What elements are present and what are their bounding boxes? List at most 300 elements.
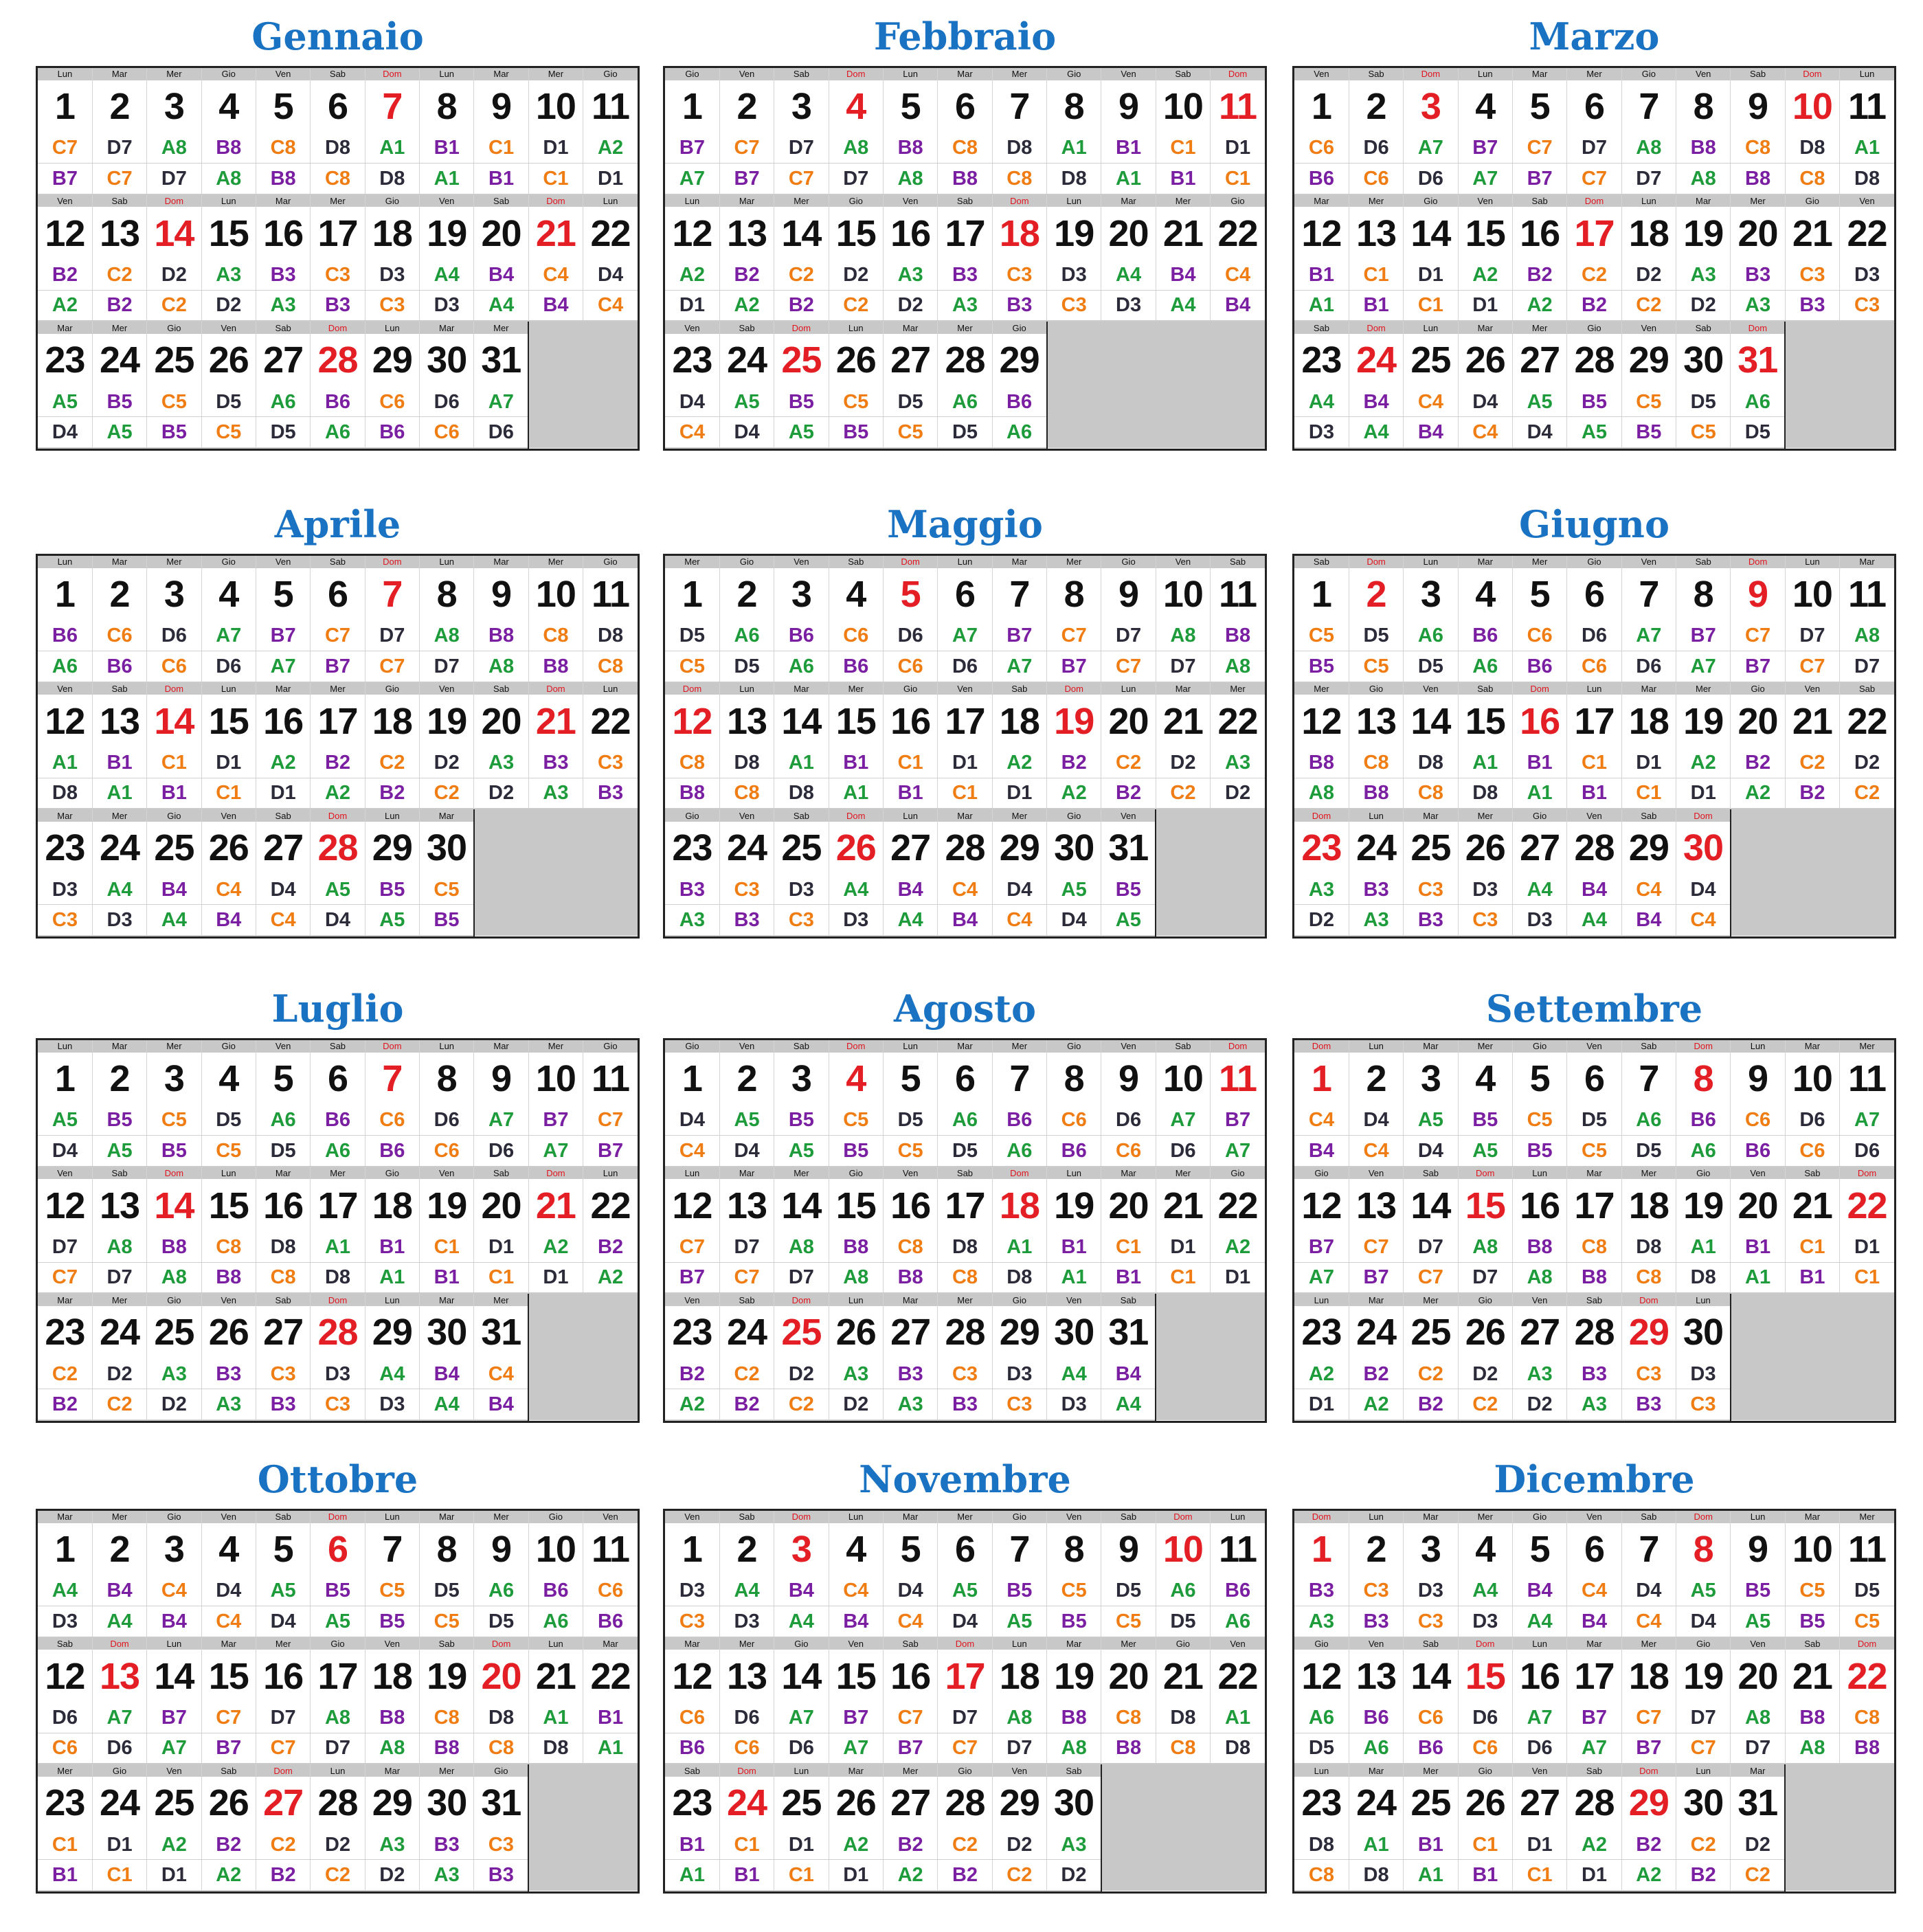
shift-code-1: B1	[1101, 133, 1156, 163]
shift-code-2: B6	[92, 651, 146, 682]
day-number: 8	[1676, 1053, 1731, 1105]
shift-code-1: A2	[665, 260, 719, 290]
day-number: 31	[1738, 339, 1778, 381]
weekday-label: Ven	[1621, 321, 1676, 334]
shift-code-1: A2	[583, 133, 638, 163]
week-row-dn	[665, 321, 1265, 334]
shift-code-1: D4	[583, 260, 638, 290]
shift-code-1: C2	[719, 1359, 774, 1389]
day-number: 28	[311, 1777, 365, 1830]
weekday-label: Mar	[92, 1040, 146, 1053]
shift-code-1: D3	[1676, 1359, 1731, 1389]
day-number: 4	[1458, 568, 1512, 621]
day-number: 23	[665, 1306, 719, 1359]
shift-code-1: D1	[1156, 1232, 1210, 1262]
shift-code-1: A4	[1458, 1575, 1512, 1606]
day-number: 14	[1404, 1650, 1458, 1703]
shift-code-1: C2	[1567, 260, 1621, 290]
shift-code-1: A8	[1458, 1232, 1512, 1262]
day-number: 21	[1156, 695, 1210, 748]
shift-code-1: B2	[311, 748, 365, 778]
shift-code-2: C8	[1294, 1860, 1349, 1891]
shift-code-2: D6	[201, 651, 256, 682]
shift-code-2: B1	[883, 778, 937, 809]
weekday-label: Sab	[1567, 1293, 1621, 1306]
day-number: 29	[1621, 1777, 1676, 1830]
weekday-label: Mar	[474, 1040, 528, 1053]
weekday-label: Dom	[1458, 1167, 1512, 1180]
day-number: 8	[1676, 80, 1731, 133]
shift-code-2: A2	[883, 1860, 937, 1891]
weekday-label: Mar	[938, 809, 992, 822]
weekday-label: Lun	[201, 682, 256, 695]
day-number: 3	[774, 568, 829, 621]
shift-code-2: D7	[420, 651, 474, 682]
shift-code-1: A1	[1349, 1830, 1403, 1860]
week-row-dn	[665, 1293, 1265, 1306]
shift-code-1: D7	[938, 1703, 992, 1733]
shift-code-2: C4	[1349, 1135, 1403, 1166]
empty-cell	[528, 1764, 638, 1891]
day-number: 22	[1847, 1655, 1887, 1697]
shift-code-1: A1	[774, 748, 829, 778]
shift-code-2: B3	[1404, 905, 1458, 936]
shift-code-1: B6	[1676, 1105, 1731, 1135]
shift-code-2: A4	[1101, 1389, 1156, 1420]
shift-code-2: D2	[365, 1860, 419, 1891]
shift-code-2: D4	[1676, 1606, 1731, 1637]
shift-code-2: C1	[474, 1262, 528, 1293]
shift-code-2: A1	[1101, 163, 1156, 194]
shift-code-1: A5	[311, 875, 365, 905]
day-number: 13	[92, 695, 146, 748]
shift-code-1: B7	[528, 1105, 583, 1135]
day-number: 16	[256, 1650, 310, 1703]
weekday-label: Dom	[1567, 194, 1621, 207]
weekday-label: Ven	[719, 809, 774, 822]
day-number: 21	[1785, 1650, 1839, 1703]
weekday-label: Sab	[256, 321, 310, 334]
day-number: 8	[1676, 1523, 1731, 1576]
shift-code-2: A5	[1731, 1606, 1785, 1637]
weekday-label: Gio	[1404, 194, 1458, 207]
weekday-label: Ven	[201, 321, 256, 334]
shift-code-1: C4	[528, 260, 583, 290]
day-number: 2	[1349, 1053, 1403, 1105]
shift-code-1: B1	[1731, 1232, 1785, 1262]
weekday-label: Sab	[829, 556, 883, 568]
weekday-label: Ven	[1731, 1167, 1785, 1180]
shift-code-2: C8	[311, 163, 365, 194]
week-row-c1	[665, 748, 1265, 778]
shift-code-2: D6	[938, 651, 992, 682]
day-number: 7	[365, 1523, 419, 1576]
shift-code-1: A5	[1404, 1105, 1458, 1135]
day-number: 10	[528, 80, 583, 133]
shift-code-2: C1	[201, 778, 256, 809]
weekday-label: Gio	[147, 1293, 201, 1306]
shift-code-2: D7	[147, 163, 201, 194]
shift-code-1: C4	[938, 875, 992, 905]
week-row-c2	[1294, 1262, 1894, 1293]
shift-code-2: C7	[719, 1262, 774, 1293]
weekday-label: Dom	[528, 194, 583, 207]
day-number: 7	[1621, 80, 1676, 133]
weekday-label: Lun	[1211, 1511, 1265, 1523]
shift-code-2: C4	[256, 905, 310, 936]
shift-code-2: C1	[1840, 1262, 1894, 1293]
week-row-c2	[665, 1262, 1265, 1293]
day-number: 2	[719, 568, 774, 621]
weekday-label: Sab	[256, 1293, 310, 1306]
week-row-c1	[38, 1703, 638, 1733]
weekday-label: Lun	[829, 1293, 883, 1306]
weekday-label: Lun	[883, 809, 937, 822]
week-row-c2	[38, 778, 638, 809]
weekday-label: Sab	[665, 1764, 719, 1777]
shift-code-1: A7	[1156, 1105, 1210, 1135]
weekday-label: Mer	[1156, 194, 1210, 207]
day-number: 4	[201, 80, 256, 133]
shift-code-1: C6	[665, 1703, 719, 1733]
shift-code-2: A2	[1621, 1860, 1676, 1891]
shift-code-2: B6	[583, 1606, 638, 1637]
weekday-label: Ven	[1567, 809, 1621, 822]
shift-code-1: D1	[938, 748, 992, 778]
shift-code-1: A8	[311, 1703, 365, 1733]
weekday-label: Ven	[1349, 1167, 1403, 1180]
day-number: 4	[829, 568, 883, 621]
weekday-label: Mar	[992, 556, 1046, 568]
weekday-label: Lun	[420, 1040, 474, 1053]
shift-code-1: D7	[774, 133, 829, 163]
day-number: 20	[1731, 695, 1785, 748]
shift-code-1: D5	[665, 620, 719, 651]
shift-code-2: D1	[1676, 778, 1731, 809]
shift-code-1: A4	[420, 260, 474, 290]
day-number: 7	[365, 568, 419, 621]
shift-code-2: C2	[92, 1389, 146, 1420]
day-number: 5	[256, 568, 310, 621]
day-number: 28	[1567, 1306, 1621, 1359]
shift-code-2: D3	[1458, 1606, 1512, 1637]
shift-code-1: A8	[420, 620, 474, 651]
shift-code-2: B5	[147, 417, 201, 448]
weekday-label: Sab	[1785, 1167, 1839, 1180]
shift-code-1: C1	[1101, 1232, 1156, 1262]
week-row-c2	[38, 163, 638, 194]
week-row-c2	[1294, 778, 1894, 809]
day-number: 20	[1101, 1179, 1156, 1232]
shift-code-2: B7	[311, 651, 365, 682]
weekday-label: Mar	[256, 194, 310, 207]
day-number: 22	[1217, 700, 1258, 742]
shift-code-2: C8	[1404, 778, 1458, 809]
shift-code-2: B8	[420, 1733, 474, 1764]
weekday-label: Mar	[938, 68, 992, 80]
weekday-label: Dom	[665, 682, 719, 695]
shift-code-2: D7	[829, 163, 883, 194]
shift-code-1: C5	[420, 875, 474, 905]
shift-code-2: C3	[1840, 290, 1894, 321]
shift-code-2: B8	[528, 651, 583, 682]
shift-code-2: A6	[1211, 1606, 1265, 1637]
weekday-label: Ven	[1211, 1637, 1265, 1650]
shift-code-2: B6	[1731, 1135, 1785, 1166]
weekday-label: Dom	[311, 809, 365, 822]
shift-code-1: C1	[38, 1830, 92, 1860]
day-number: 27	[256, 1777, 310, 1830]
day-number: 25	[774, 822, 829, 875]
weekday-label: Sab	[1156, 68, 1210, 80]
day-number: 13	[1349, 1650, 1403, 1703]
shift-code-2: C8	[992, 163, 1046, 194]
shift-code-1: C3	[311, 260, 365, 290]
day-number: 17	[311, 207, 365, 260]
day-number: 20	[1101, 207, 1156, 260]
weekday-label: Dom	[938, 1637, 992, 1650]
weekday-label: Gio	[992, 1511, 1046, 1523]
weekday-label: Sab	[774, 68, 829, 80]
shift-code-1: D3	[774, 875, 829, 905]
weekday-label: Lun	[420, 556, 474, 568]
shift-code-2: A2	[583, 1262, 638, 1293]
shift-code-2: D2	[201, 290, 256, 321]
weekday-label: Lun	[1512, 1167, 1566, 1180]
shift-code-2: A4	[774, 1606, 829, 1637]
day-number: 16	[256, 695, 310, 748]
weekday-label: Gio	[1512, 1511, 1566, 1523]
week-row-num	[1294, 1523, 1894, 1576]
day-number: 8	[1047, 80, 1101, 133]
shift-code-2: D7	[1156, 651, 1210, 682]
shift-code-2: C8	[583, 651, 638, 682]
shift-code-2: A1	[829, 778, 883, 809]
shift-code-1: C4	[201, 875, 256, 905]
shift-code-2: C2	[829, 290, 883, 321]
shift-code-1: C4	[829, 1575, 883, 1606]
shift-code-2: A1	[1512, 778, 1566, 809]
shift-code-2: B8	[1731, 163, 1785, 194]
weekday-label: Mer	[774, 1167, 829, 1180]
shift-code-1: D1	[1512, 1830, 1566, 1860]
day-number: 21	[1785, 695, 1839, 748]
day-number: 18	[992, 207, 1046, 260]
day-number: 9	[1731, 568, 1785, 621]
shift-code-1: C7	[38, 133, 92, 163]
shift-code-1: D5	[883, 1105, 937, 1135]
day-number: 6	[311, 80, 365, 133]
week-row-c2	[1294, 1135, 1894, 1166]
shift-code-1: C1	[1349, 260, 1403, 290]
weekday-label: Sab	[1047, 1764, 1101, 1777]
shift-code-2: D8	[311, 1262, 365, 1293]
weekday-label: Mar	[1567, 1637, 1621, 1650]
day-number: 9	[1731, 80, 1785, 133]
weekday-label: Ven	[665, 1293, 719, 1306]
day-number: 12	[1294, 207, 1349, 260]
week-row-c1	[1294, 133, 1894, 163]
weekday-label: Mer	[1512, 556, 1566, 568]
shift-code-2: B5	[1785, 1606, 1839, 1637]
weekday-label: Mer	[528, 1040, 583, 1053]
day-number: 17	[938, 1179, 992, 1232]
shift-code-1: D5	[1349, 620, 1403, 651]
day-number: 26	[1458, 822, 1512, 875]
day-number: 6	[938, 568, 992, 621]
shift-code-2: D2	[147, 1389, 201, 1420]
week-row-c1	[665, 260, 1265, 290]
day-number: 5	[883, 1053, 937, 1105]
shift-code-2: D4	[38, 1135, 92, 1166]
shift-code-2: A8	[1512, 1262, 1566, 1293]
day-number: 24	[719, 1777, 774, 1830]
day-number: 8	[420, 80, 474, 133]
week-row-dn	[1294, 1764, 1894, 1777]
shift-code-1: D5	[883, 387, 937, 417]
shift-code-2: B4	[1567, 1606, 1621, 1637]
day-number: 15	[201, 1650, 256, 1703]
weekday-label: Mer	[1404, 1764, 1458, 1777]
shift-code-1: B1	[1512, 748, 1566, 778]
week-row-dn	[665, 1511, 1265, 1523]
shift-code-1: A6	[1731, 387, 1785, 417]
shift-code-2: C6	[420, 417, 474, 448]
month-title: Novembre	[859, 1457, 1071, 1501]
shift-code-1: D2	[774, 1359, 829, 1389]
week-row-c1	[38, 748, 638, 778]
day-number: 21	[528, 1179, 583, 1232]
weekday-label: Mer	[719, 1637, 774, 1650]
weekday-label: Lun	[1349, 1511, 1403, 1523]
day-number: 30	[1676, 1777, 1731, 1830]
shift-code-2: B7	[665, 1262, 719, 1293]
weekday-label: Gio	[1294, 1637, 1349, 1650]
week-row-dn	[1294, 809, 1894, 822]
shift-code-2: D8	[1349, 1860, 1403, 1891]
shift-code-2: B1	[38, 1860, 92, 1891]
shift-code-2: A7	[256, 651, 310, 682]
shift-code-2: A7	[992, 651, 1046, 682]
weekday-label: Mar	[420, 1293, 474, 1306]
day-number: 5	[883, 1523, 937, 1576]
week-row-c1	[665, 620, 1265, 651]
day-number: 24	[1349, 822, 1403, 875]
shift-code-1: D8	[992, 133, 1046, 163]
shift-code-2: D7	[311, 1733, 365, 1764]
day-number: 5	[1512, 80, 1566, 133]
day-number: 18	[992, 1650, 1046, 1703]
shift-code-1: C8	[883, 1232, 937, 1262]
weekday-label: Sab	[719, 321, 774, 334]
shift-code-1: B1	[92, 748, 146, 778]
weekday-label: Mer	[147, 1040, 201, 1053]
shift-code-1: A7	[1840, 1105, 1894, 1135]
day-number: 27	[883, 1777, 937, 1830]
empty-cell	[474, 809, 638, 936]
weekday-label: Lun	[38, 68, 92, 80]
shift-code-1: D2	[1156, 748, 1210, 778]
weekday-label: Sab	[719, 1511, 774, 1523]
day-number: 20	[1731, 1179, 1785, 1232]
weekday-label: Gio	[938, 1764, 992, 1777]
month-title: Agosto	[893, 987, 1037, 1031]
day-number: 13	[92, 207, 146, 260]
shift-code-2: A6	[528, 1606, 583, 1637]
shift-code-2: C3	[1047, 290, 1101, 321]
weekday-label: Lun	[992, 1637, 1046, 1650]
weekday-label: Mer	[92, 1293, 146, 1306]
weekday-label: Dom	[311, 1511, 365, 1523]
weekday-label: Sab	[719, 1293, 774, 1306]
shift-code-1: D5	[1567, 1105, 1621, 1135]
shift-code-1: C8	[420, 1703, 474, 1733]
empty-cell	[1785, 321, 1894, 448]
day-number: 29	[365, 1306, 419, 1359]
weekday-label: Dom	[528, 682, 583, 695]
day-number: 15	[829, 207, 883, 260]
shift-code-1: A5	[256, 1575, 310, 1606]
month-table	[1294, 68, 1894, 449]
day-number: 25	[147, 822, 201, 875]
shift-code-1: C6	[583, 1575, 638, 1606]
day-number: 2	[92, 1523, 146, 1576]
weekday-label: Mer	[992, 1040, 1046, 1053]
shift-code-2: A3	[1731, 290, 1785, 321]
day-number: 19	[1676, 1650, 1731, 1703]
weekday-label: Lun	[1676, 1764, 1731, 1777]
shift-code-1: D4	[883, 1575, 937, 1606]
shift-code-1: B7	[256, 620, 310, 651]
shift-code-1: B4	[1156, 260, 1210, 290]
day-number: 4	[829, 80, 883, 133]
shift-code-1: B8	[147, 1232, 201, 1262]
day-number: 26	[201, 334, 256, 387]
shift-code-1: C8	[201, 1232, 256, 1262]
week-row-dn	[1294, 682, 1894, 695]
shift-code-2: B6	[365, 417, 419, 448]
shift-code-1: B6	[1458, 620, 1512, 651]
shift-code-1: B2	[883, 1830, 937, 1860]
day-number: 20	[1731, 207, 1785, 260]
weekday-label: Mer	[474, 321, 528, 334]
week-row-num	[38, 1523, 638, 1576]
shift-code-2: C2	[1731, 1860, 1785, 1891]
shift-code-2: B3	[938, 1389, 992, 1420]
day-number: 27	[1512, 1306, 1566, 1359]
day-number: 31	[481, 1782, 521, 1824]
shift-code-2: C8	[1156, 1733, 1210, 1764]
shift-code-1: C1	[719, 1830, 774, 1860]
day-number: 11	[1848, 86, 1887, 127]
weekday-label: Dom	[1211, 1040, 1265, 1053]
day-number: 16	[1512, 695, 1566, 748]
shift-code-2: D1	[1567, 1860, 1621, 1891]
shift-code-1: A1	[1840, 133, 1894, 163]
weekday-label: Mer	[1458, 809, 1512, 822]
day-number: 14	[147, 1179, 201, 1232]
day-number: 13	[1349, 207, 1403, 260]
day-number: 23	[665, 334, 719, 387]
week-row-dn	[1294, 1040, 1894, 1053]
weekday-label: Mer	[1294, 682, 1349, 695]
shift-code-2: D8	[1458, 778, 1512, 809]
weekday-label: Mar	[474, 68, 528, 80]
week-row-num	[38, 80, 638, 133]
shift-code-1: A3	[474, 748, 528, 778]
shift-code-2: C4	[665, 417, 719, 448]
shift-code-1: D7	[719, 1232, 774, 1262]
